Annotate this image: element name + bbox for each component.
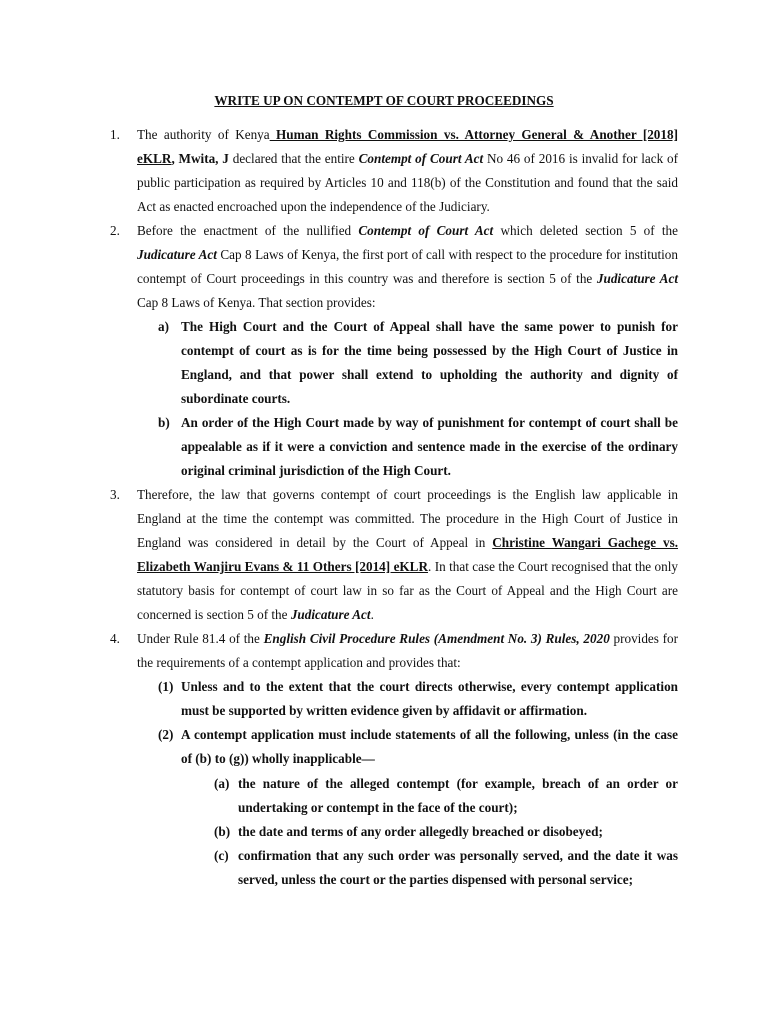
subitem-marker: b): [158, 415, 170, 430]
paragraph-2: [137, 219, 678, 315]
clause-marker: (c): [214, 848, 229, 863]
clause-text: confirmation that any such order was personally served, and the date it was served, unless the court or the parties dispensed with personal service;: [238, 848, 678, 887]
paragraph-number: 1.: [110, 127, 120, 142]
clause-marker: (b): [214, 824, 231, 839]
paragraph-4: [137, 627, 678, 675]
text-run: Christine Wangari Gachege vs. Elizabeth Wanjiru Evans & 11 Others [2014] eKLR: [137, 535, 679, 574]
text-run: Under Rule 81.4 of the: [137, 631, 264, 646]
text-run: declared that the entire: [228, 151, 359, 166]
subitem-text: An order of the High Court made by way of punishment for contempt of court shall be appealable as if it were a conviction and sentence made in the exercise of the ordinary original criminal jurisdiction of the High Court.: [181, 415, 678, 478]
text-run: .: [370, 607, 374, 622]
text-run: which deleted section 5 of the: [493, 223, 678, 238]
rule-text: Unless and to the extent that the court directs otherwise, every contempt application must be supported by written evidence given by affidavit or affirmation.: [181, 679, 678, 718]
paragraph-number: 3.: [110, 487, 120, 502]
paragraph-3: [137, 483, 678, 627]
text-run: Judicature Act: [137, 247, 217, 262]
paragraph-number: 4.: [110, 631, 120, 646]
text-run: English Civil Procedure Rules (Amendment No. 3) Rules, 2020: [263, 631, 610, 646]
text-run: . In that case the Court recognised that the only statutory basis for contempt of court law in so far as the Court of Appeal and the High Court are concerned is section 5 of the: [137, 559, 678, 622]
text-run: The authority of Kenya: [137, 127, 270, 142]
text-run: Therefore, the law that governs contempt of court proceedings is the English law applicable in England at the time the contempt was committed. The procedure in the High Court of Justice in England was considered in detail by the Court of Appeal in: [137, 487, 678, 550]
text-run: No 46 of 2016 is invalid for lack of public participation as required by Articles 10 and 118(b) of the Constitution and found that the said Act as enacted encroached upon the independence of the Judiciary.: [137, 151, 678, 214]
paragraph-number: 2.: [110, 223, 120, 238]
clause-text: the nature of the alleged contempt (for example, breach of an order or undertaking or contempt in the face of the court);: [238, 776, 678, 815]
text-run: Before the enactment of the nullified: [137, 223, 359, 238]
text-run: Human Rights Commission vs. Attorney General & Another [2018] eKLR: [137, 127, 678, 166]
clause-marker: (a): [214, 776, 230, 791]
text-run: Judicature Act: [290, 607, 371, 622]
text-run: provides for the requirements of a contempt application and provides that:: [137, 631, 679, 670]
text-run: Contempt of Court Act: [358, 223, 494, 238]
subitem-text: The High Court and the Court of Appeal shall have the same power to punish for contempt of court as is for the time being possessed by the High Court of Justice in England, and that power shall extend to upholding the authority and dignity of subordinate courts.: [181, 319, 678, 406]
rule-text: A contempt application must include statements of all the following, unless (in the case of (b) to (g)) wholly inapplicable—: [181, 727, 678, 766]
document-title: WRITE UP ON CONTEMPT OF COURT PROCEEDINGS: [214, 93, 554, 108]
text-run: Contempt of Court Act: [358, 151, 484, 166]
rule-marker: (2): [158, 727, 174, 742]
subitem-marker: a): [158, 319, 169, 334]
text-run: , Mwita, J: [171, 151, 229, 166]
rule-marker: (1): [158, 679, 174, 694]
text-run: Cap 8 Laws of Kenya, the first port of call with respect to the procedure for institution contempt of Court proceedings in this country was and therefore is section 5 of the: [137, 247, 678, 286]
paragraph-1: [137, 123, 678, 219]
text-run: Cap 8 Laws of Kenya. That section provides:: [137, 295, 376, 310]
text-run: Judicature Act: [596, 271, 678, 286]
clause-text: the date and terms of any order allegedly breached or disobeyed;: [238, 824, 603, 839]
